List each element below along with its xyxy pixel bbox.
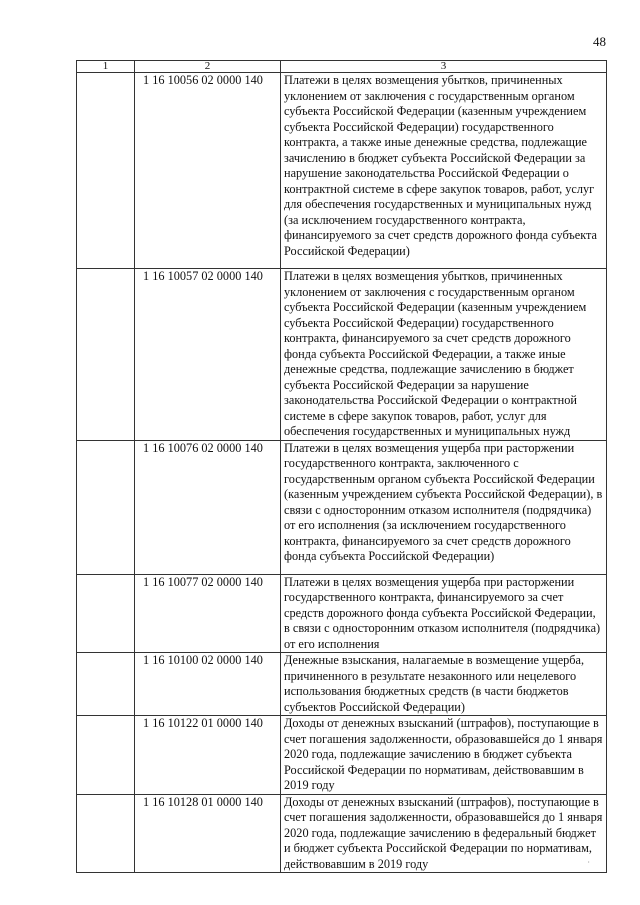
empty-cell bbox=[77, 574, 135, 653]
column-number-3: 3 bbox=[281, 61, 607, 73]
revenue-description: Доходы от денежных взысканий (штрафов), поступающие в счет погашения задолженности, образовавшейся до 1 января 2020 года, подлежащие зачислению в федеральный бюджет и бюджет субъекта Российской Федерации по нормативам, действовавшим в 2019 году bbox=[281, 794, 607, 873]
table-row bbox=[77, 440, 607, 574]
revenue-description: Платежи в целях возмещения ущерба при расторжении государственного контракта, заключенного с государственным органом субъекта Российской Федерации (казенным учреждением субъекта Российской Федерации), в связи с односторонним отказом исполнителя (подрядчика) от его исполнения (за исключением государственного контракта, финансируемого за счет средств дорожного фонда субъекта Российской Федерации) bbox=[281, 440, 607, 574]
empty-cell bbox=[77, 716, 135, 795]
table-row bbox=[77, 269, 607, 441]
revenue-code: 1 16 10057 02 0000 140 bbox=[135, 269, 281, 441]
revenue-description: Денежные взыскания, налагаемые в возмещение ущерба, причиненного в результате незаконного или нецелевого использования бюджетных средств (в части бюджетов субъектов Российской Федерации) bbox=[281, 653, 607, 716]
budget-codes-table bbox=[76, 60, 607, 873]
empty-cell bbox=[77, 653, 135, 716]
table-row bbox=[77, 73, 607, 269]
revenue-code: 1 16 10122 01 0000 140 bbox=[135, 716, 281, 795]
column-number-1: 1 bbox=[77, 61, 135, 73]
revenue-code: 1 16 10056 02 0000 140 bbox=[135, 73, 281, 269]
revenue-code: 1 16 10128 01 0000 140 bbox=[135, 794, 281, 873]
revenue-description: Доходы от денежных взысканий (штрафов), поступающие в счет погашения задолженности, образовавшейся до 1 января 2020 года, подлежащие зачислению в бюджет субъекта Российской Федерации по нормативам, действовавшим в 2019 году bbox=[281, 716, 607, 795]
revenue-description: Платежи в целях возмещения ущерба при расторжении государственного контракта, финансируемого за счет средств дорожного фонда субъекта Российской Федерации, в связи с односторонним отказом исполнителя (подрядчика) от его исполнения bbox=[281, 574, 607, 653]
empty-cell bbox=[77, 440, 135, 574]
empty-cell bbox=[77, 794, 135, 873]
table-row bbox=[77, 574, 607, 653]
scan-speck: · bbox=[587, 858, 590, 867]
table-header-row bbox=[77, 61, 607, 73]
column-number-2: 2 bbox=[135, 61, 281, 73]
empty-cell bbox=[77, 269, 135, 441]
page-number: 48 bbox=[593, 34, 606, 49]
revenue-code: 1 16 10076 02 0000 140 bbox=[135, 440, 281, 574]
table-row bbox=[77, 794, 607, 873]
revenue-code: 1 16 10077 02 0000 140 bbox=[135, 574, 281, 653]
revenue-description: Платежи в целях возмещения убытков, причиненных уклонением от заключения с государственным органом субъекта Российской Федерации (казенным учреждением субъекта Российской Федерации) государственного контракта, финансируемого за счет средств дорожного фонда субъекта Российской Федерации, а также иные денежные средства, подлежащие зачислению в бюджет субъекта Российской Федерации за нарушение законодательства Российской Федерации о контрактной системе в сфере закупок товаров, работ, услуг для обеспечения государственных и муниципальных нужд bbox=[281, 269, 607, 441]
table-row bbox=[77, 716, 607, 795]
empty-cell bbox=[77, 73, 135, 269]
table-row bbox=[77, 653, 607, 716]
revenue-code: 1 16 10100 02 0000 140 bbox=[135, 653, 281, 716]
revenue-description: Платежи в целях возмещения убытков, причиненных уклонением от заключения с государственным органом субъекта Российской Федерации (казенным учреждением субъекта Российской Федерации) государственного контракта, а также иные денежные средства, подлежащие зачислению в бюджет субъекта Российской Федерации за нарушение законодательства Российской Федерации о контрактной системе в сфере закупок товаров, работ, услуг для обеспечения государственных и муниципальных нужд (за исключением государственного контракта, финансируемого за счет средств дорожного фонда субъекта Российской Федерации) bbox=[281, 73, 607, 269]
